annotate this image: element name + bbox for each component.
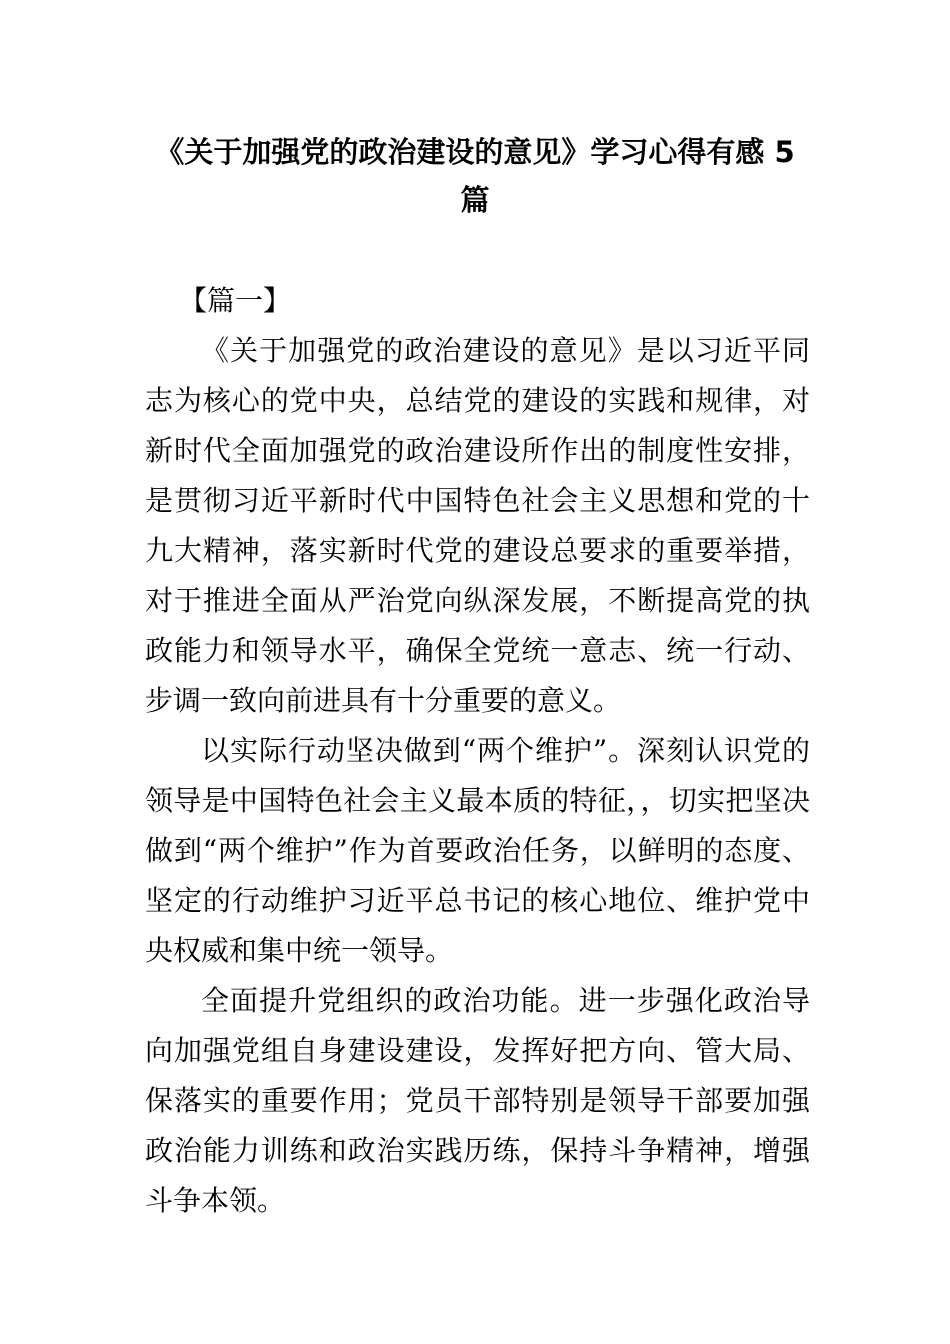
paragraph-1: 《关于加强党的政治建设的意见》是以习近平同志为核心的党中央，总结党的建设的实践和规律，对新时代全面加强党的政治建设所作出的制度性安排，是贯彻习近平新时代中国特色社会主义思想和党的十九大精神，落实新时代党的建设总要求的重要举措，对于推进全面从严治党向纵深发展，不断提高党的执政能力和领导水平，确保全党统一意志、统一行动、步调一致向前进具有十分重要的意义。 — [145, 334, 810, 717]
document-body — [145, 276, 810, 1226]
section-label: 【篇一】 — [179, 284, 292, 317]
document-title: 《关于加强党的政治建设的意见》学习心得有感 5 篇 — [155, 135, 795, 217]
paragraph-3: 全面提升党组织的政治功能。进一步强化政治导向加强党组自身建设建设，发挥好把方向、管大局、保落实的重要作用；党员干部特别是领导干部要加强政治能力训练和政治实践历练，保持斗争精神，增强斗争本领。 — [145, 984, 810, 1217]
paragraph-2: 以实际行动坚决做到“两个维护”。深刻认识党的领导是中国特色社会主义最本质的特征，，切实把坚决做到“两个维护”作为首要政治任务，以鲜明的态度、坚定的行动维护习近平总书记的核心地位、维护党中央权威和集中统一领导。 — [145, 734, 810, 967]
